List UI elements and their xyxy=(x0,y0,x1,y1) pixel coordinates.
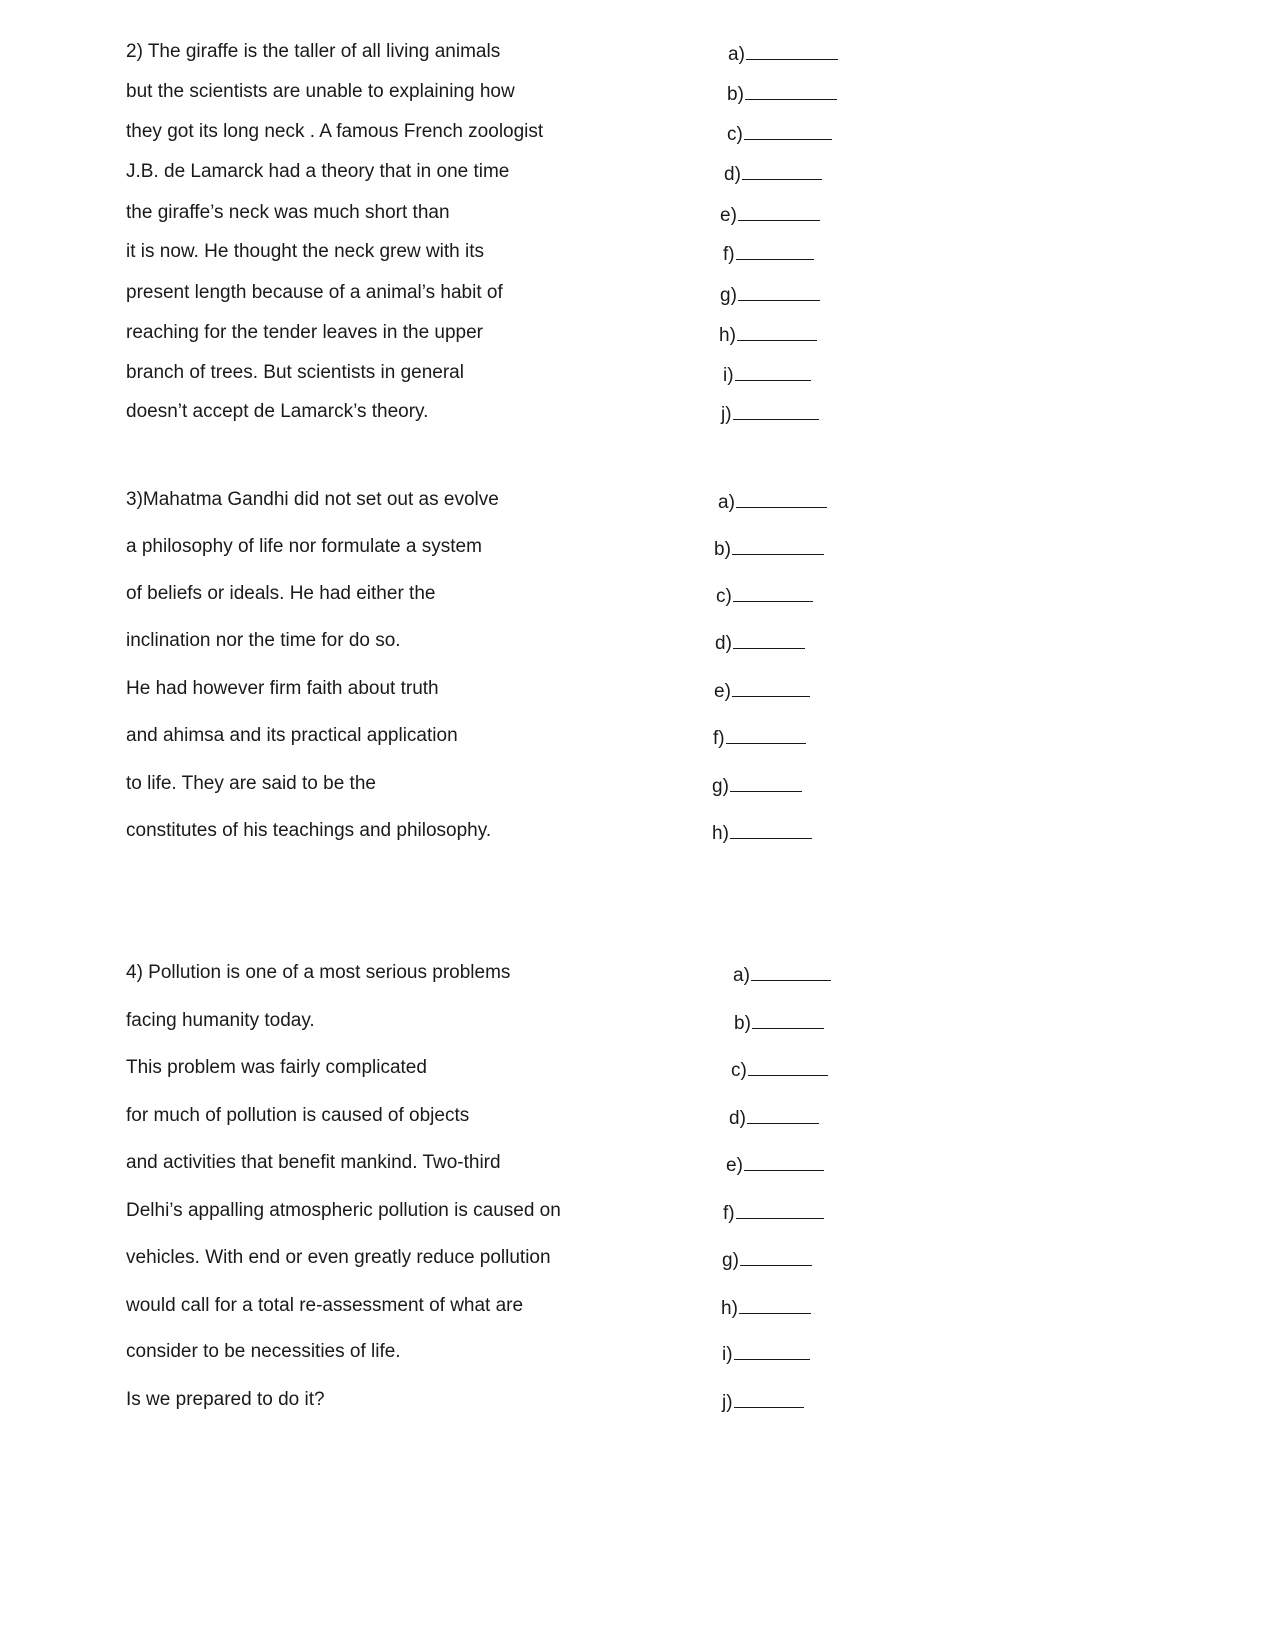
answer-underline[interactable] xyxy=(732,677,810,697)
passage-line: He had however firm faith about truth xyxy=(126,678,439,699)
answer-blank[interactable] xyxy=(727,80,837,107)
passage-line: to life. They are said to be the xyxy=(126,773,376,794)
answer-label: e) xyxy=(714,681,731,702)
answer-blank[interactable] xyxy=(712,772,802,799)
answer-underline[interactable] xyxy=(740,1246,812,1266)
passage-line: it is now. He thought the neck grew with its xyxy=(126,241,485,262)
answer-label: a) xyxy=(718,492,735,513)
answer-blank[interactable] xyxy=(723,1199,824,1226)
answer-blank[interactable] xyxy=(714,677,810,704)
answer-label: g) xyxy=(720,285,737,306)
answer-blank[interactable] xyxy=(722,1388,804,1415)
passage-line: facing humanity today. xyxy=(126,1010,315,1031)
answer-underline[interactable] xyxy=(738,281,820,301)
answer-underline[interactable] xyxy=(734,1388,804,1408)
answer-blank[interactable] xyxy=(724,160,822,187)
passage-line: reaching for the tender leaves in the upper xyxy=(126,322,484,343)
passage-line: and ahimsa and its practical application xyxy=(126,725,458,746)
passage-line: 3)Mahatma Gandhi did not set out as evolve xyxy=(126,489,499,510)
passage-line: This problem was fairly complicated xyxy=(126,1057,427,1078)
answer-blank[interactable] xyxy=(712,819,812,846)
answer-label: a) xyxy=(733,965,750,986)
passage-line: for much of pollution is caused of objects xyxy=(126,1105,470,1126)
passage-line: Delhi’s appalling atmospheric pollution is caused on xyxy=(126,1200,561,1221)
answer-label: e) xyxy=(720,205,737,226)
passage-line: vehicles. With end or even greatly reduce pollution xyxy=(126,1247,551,1268)
answer-underline[interactable] xyxy=(742,160,822,180)
passage-line: present length because of a animal’s habit of xyxy=(126,282,503,303)
answer-label: b) xyxy=(714,539,731,560)
answer-underline[interactable] xyxy=(752,1009,824,1029)
passage-line: 4) Pollution is one of a most serious problems xyxy=(126,962,511,983)
passage-line: and activities that benefit mankind. Two-third xyxy=(126,1152,501,1173)
passage-line: would call for a total re-assessment of what are xyxy=(126,1295,524,1316)
answer-underline[interactable] xyxy=(748,1056,828,1076)
answer-label: i) xyxy=(723,365,734,386)
answer-underline[interactable] xyxy=(736,488,827,508)
answer-blank[interactable] xyxy=(716,582,813,609)
passage-line: a philosophy of life nor formulate a system xyxy=(126,536,482,557)
answer-blank[interactable] xyxy=(718,488,827,515)
answer-blank[interactable] xyxy=(729,1104,819,1131)
answer-label: b) xyxy=(727,84,744,105)
answer-underline[interactable] xyxy=(738,201,820,221)
answer-blank[interactable] xyxy=(715,629,805,656)
passage-line: 2) The giraffe is the taller of all living animals xyxy=(126,41,501,62)
answer-blank[interactable] xyxy=(733,961,831,988)
answer-label: g) xyxy=(712,776,729,797)
answer-blank[interactable] xyxy=(731,1056,828,1083)
answer-label: h) xyxy=(712,823,729,844)
answer-blank[interactable] xyxy=(719,321,817,348)
answer-label: i) xyxy=(722,1344,733,1365)
answer-blank[interactable] xyxy=(714,535,824,562)
answer-underline[interactable] xyxy=(739,1294,811,1314)
answer-blank[interactable] xyxy=(723,361,811,388)
answer-blank[interactable] xyxy=(727,120,832,147)
answer-blank[interactable] xyxy=(734,1009,824,1036)
answer-blank[interactable] xyxy=(713,724,806,751)
answer-underline[interactable] xyxy=(736,1199,824,1219)
answer-underline[interactable] xyxy=(730,819,812,839)
answer-underline[interactable] xyxy=(745,80,837,100)
answer-label: h) xyxy=(721,1298,738,1319)
passage-line: branch of trees. But scientists in general xyxy=(126,362,464,383)
answer-underline[interactable] xyxy=(744,120,832,140)
passage-line: they got its long neck . A famous French zoologist xyxy=(126,121,544,142)
answer-underline[interactable] xyxy=(734,1340,810,1360)
answer-underline[interactable] xyxy=(747,1104,819,1124)
answer-blank[interactable] xyxy=(721,400,819,427)
passage-line: Is we prepared to do it? xyxy=(126,1389,325,1410)
answer-blank[interactable] xyxy=(720,201,820,228)
answer-label: d) xyxy=(715,633,732,654)
answer-underline[interactable] xyxy=(737,321,817,341)
answer-blank[interactable] xyxy=(728,40,838,67)
answer-underline[interactable] xyxy=(732,535,824,555)
answer-underline[interactable] xyxy=(736,240,814,260)
answer-underline[interactable] xyxy=(744,1151,824,1171)
answer-underline[interactable] xyxy=(733,582,813,602)
passage-line: J.B. de Lamarck had a theory that in one time xyxy=(126,161,510,182)
answer-underline[interactable] xyxy=(733,400,819,420)
answer-label: f) xyxy=(723,244,735,265)
answer-label: c) xyxy=(716,586,732,607)
answer-blank[interactable] xyxy=(721,1294,811,1321)
passage-line: doesn’t accept de Lamarck’s theory. xyxy=(126,401,429,422)
passage-line: consider to be necessities of life. xyxy=(126,1341,401,1362)
answer-underline[interactable] xyxy=(746,40,838,60)
answer-label: c) xyxy=(727,124,743,145)
answer-label: d) xyxy=(724,164,741,185)
answer-underline[interactable] xyxy=(733,629,805,649)
answer-label: e) xyxy=(726,1155,743,1176)
answer-underline[interactable] xyxy=(751,961,831,981)
answer-blank[interactable] xyxy=(720,281,820,308)
answer-label: f) xyxy=(723,1203,735,1224)
passage-line: but the scientists are unable to explaining how xyxy=(126,81,515,102)
passage-line: the giraffe’s neck was much short than xyxy=(126,202,450,223)
answer-underline[interactable] xyxy=(726,724,806,744)
answer-label: c) xyxy=(731,1060,747,1081)
answer-label: b) xyxy=(734,1013,751,1034)
answer-underline[interactable] xyxy=(730,772,802,792)
passage-line: inclination nor the time for do so. xyxy=(126,630,401,651)
answer-label: g) xyxy=(722,1250,739,1271)
answer-blank[interactable] xyxy=(722,1246,812,1273)
answer-blank[interactable] xyxy=(726,1151,824,1178)
answer-label: f) xyxy=(713,728,725,749)
answer-blank[interactable] xyxy=(723,240,814,267)
passage-line: of beliefs or ideals. He had either the xyxy=(126,583,436,604)
passage-line: constitutes of his teachings and philosophy. xyxy=(126,820,492,841)
answer-label: j) xyxy=(722,1392,733,1413)
answer-label: a) xyxy=(728,44,745,65)
answer-label: j) xyxy=(721,404,732,425)
answer-blank[interactable] xyxy=(722,1340,810,1367)
answer-label: h) xyxy=(719,325,736,346)
answer-underline[interactable] xyxy=(735,361,811,381)
answer-label: d) xyxy=(729,1108,746,1129)
